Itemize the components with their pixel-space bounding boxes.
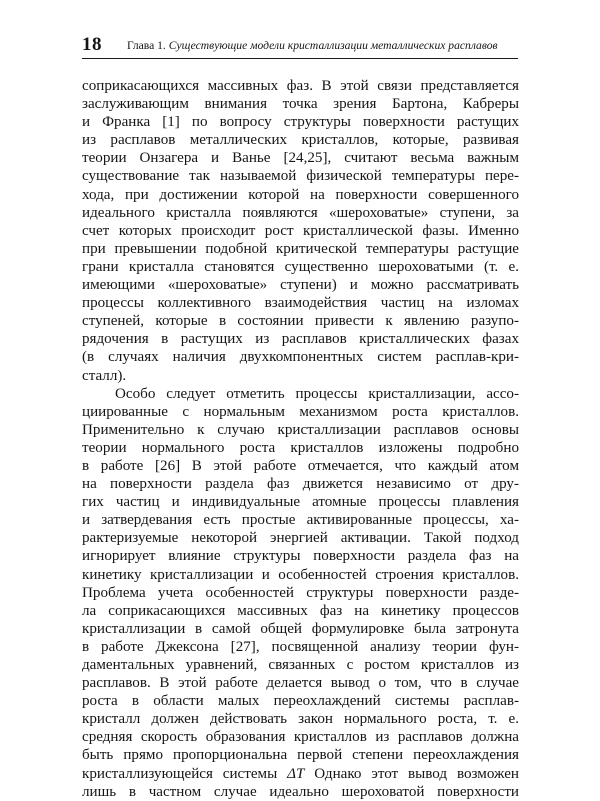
text-line: лишь в частном случае идеально шероховатой поверхности [82, 783, 519, 800]
chapter-title: Существующие модели кристаллизации металлических расплавов [168, 39, 498, 52]
text-line: кристаллизации в самой общей формулировке была затронута [82, 620, 519, 637]
delta-t-formula: ΔT [287, 765, 305, 782]
paragraph-2 [82, 385, 519, 801]
text-line: идеального кристалла появляются «шероховатые» ступени, за [82, 204, 519, 221]
text-line: хода, при достижении которой на поверхности совершенного [82, 186, 519, 203]
text-line: и Франка [1] по вопросу структуры поверхности растущих [82, 114, 519, 131]
text-line: кристалл должен действовать закон нормального роста, т. е. [82, 711, 519, 728]
text-line: игнорирует влияние структуры поверхности раздела фаз на [82, 548, 519, 565]
page-number: 18 [82, 34, 102, 55]
text-line: циированные с нормальным механизмом роста кристаллов. [82, 403, 519, 420]
text-line: (в случаях наличия двухкомпонентных систем расплав-кри- [82, 349, 519, 366]
text-line: ступеней, которые в состоянии привести к явлению разупо- [82, 313, 519, 330]
body-text [82, 77, 519, 801]
text-line: в работе [26] В этой работе отмечается, что каждый атом [82, 457, 519, 474]
text-line: существование так называемой физической температуры пере- [82, 168, 519, 185]
text-line: при превышении подобной критической температуры растущие [82, 240, 519, 257]
text-line: сталл). [82, 367, 127, 384]
text-line: теории Онзагера и Ванье [24,25], считают весьма важным [82, 150, 519, 167]
header-rule [82, 58, 518, 59]
line-text-after-formula: Однако этот вывод возможен [304, 765, 519, 782]
text-line: роста в области малых переохлаждений системы расплав- [82, 693, 519, 710]
text-line: средняя скорость образования кристаллов из расплавов должна [82, 729, 519, 746]
text-line: соприкасающихся массивных фаз. В этой связи представляется [82, 78, 519, 94]
text-line: имеющими «шероховатые» ступени) и можно рассматривать [82, 277, 519, 294]
text-line: рядочения в растущих из расплавов кристаллических фазах [82, 331, 519, 348]
text-line: грани кристалла становятся существенно шероховатыми (т. е. [82, 258, 519, 275]
text-line: процессы коллективного взаимодействия частиц на изломах [82, 295, 519, 312]
text-line: счет которых происходит рост кристаллической фазы. Именно [82, 222, 519, 239]
text-line: быть прямо пропорциональна первой степени переохлаждения [82, 747, 519, 764]
text-line: даментальных уравнений, связанных с ростом кристаллов из [82, 657, 519, 673]
chapter-label: Глава 1. [127, 39, 166, 52]
text-line: в работе Джексона [27], посвященной анализу теории фун- [82, 638, 519, 655]
line-text-before-formula: кристаллизующейся системы [82, 765, 288, 782]
paragraph-1 [82, 77, 519, 385]
text-line: рактеризуемые некоторой энергией активации. Такой подход [82, 530, 519, 547]
text-line-with-formula [82, 765, 519, 783]
text-line: заслуживающим внимания точка зрения Бартона, Кабреры [82, 96, 519, 113]
text-line: Применительно к случаю кристаллизации расплавов основы [82, 421, 519, 438]
text-line: Проблема учета особенностей структуры поверхности разде- [82, 584, 519, 601]
text-line: Особо следует отметить процессы кристаллизации, ассо- [115, 385, 519, 402]
running-header [82, 36, 518, 54]
text-line: гих частиц и индивидуальные атомные процессы плавления [82, 494, 519, 511]
text-line: теории нормального роста кристаллов изложены подробно [82, 439, 519, 456]
running-head [127, 39, 498, 52]
text-line: ла соприкасающихся массивных фаз на кинетику процессов [82, 602, 519, 619]
text-line: на поверхности раздела фаз движется независимо от дру- [82, 476, 519, 493]
text-line: из расплавов металлических кристаллов, которые, развивая [82, 132, 519, 149]
text-line: расплавов. В этой работе делается вывод о том, что в случае [82, 675, 519, 692]
text-line: кинетику кристаллизации и особенностей строения кристаллов. [82, 566, 519, 583]
text-line: и затвердевания есть простые активированные процессы, ха- [82, 512, 519, 529]
